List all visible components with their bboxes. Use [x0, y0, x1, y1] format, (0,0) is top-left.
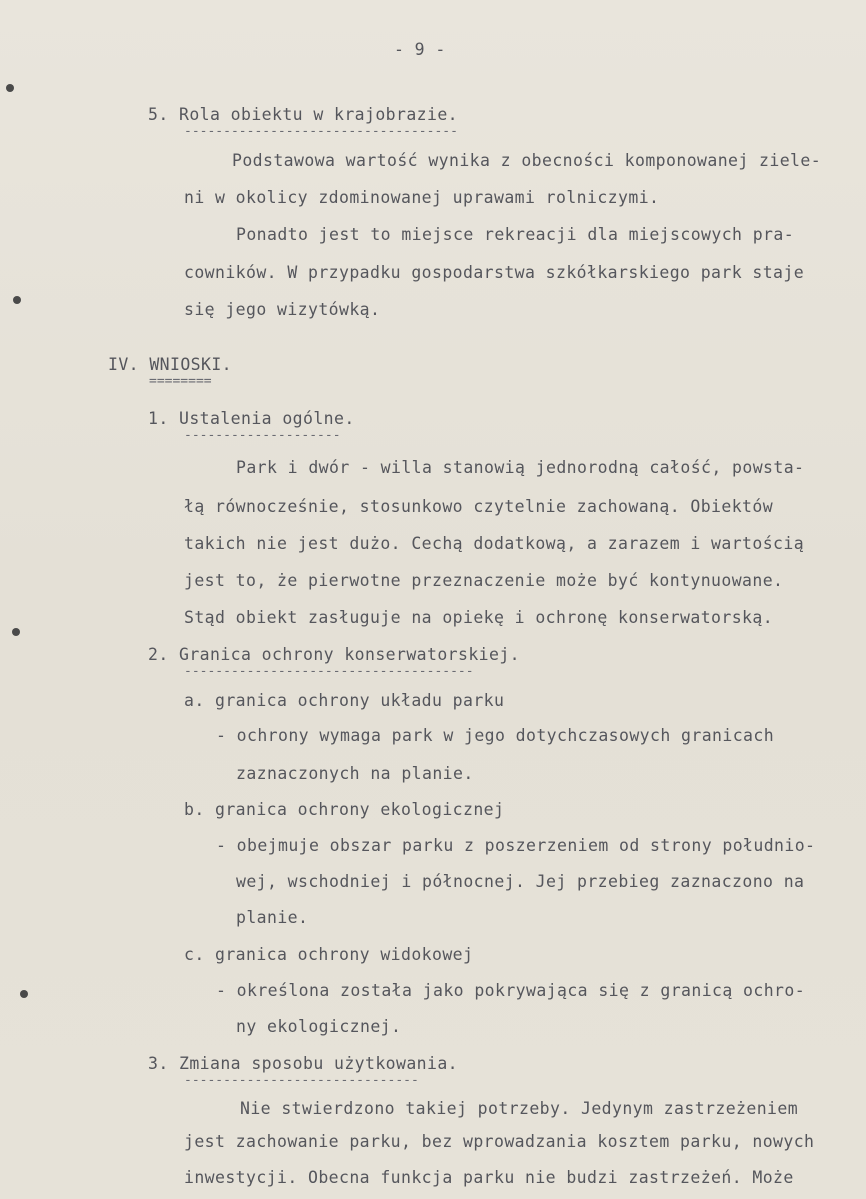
list-item-line: - określona została jako pokrywająca się z granicą ochro- [216, 981, 806, 1000]
paragraph-line: cowników. W przypadku gospodarstwa szkółkarskiego park staje [184, 263, 805, 282]
paragraph-line: ni w okolicy zdominowanej uprawami rolniczymi. [184, 188, 660, 207]
list-item-line: - ochrony wymaga park w jego dotychczasowych granicach [216, 726, 775, 745]
binding-hole-mark [6, 84, 14, 92]
list-item-line: - obejmuje obszar parku z poszerzeniem od strony południo- [216, 836, 816, 855]
section-5-heading: 5. Rola obiektu w krajobrazie. [148, 105, 459, 124]
paragraph-line: Park i dwór - willa stanowią jednorodną całość, powsta- [236, 458, 805, 477]
list-item-line: wej, wschodniej i północnej. Jej przebieg zaznaczono na [236, 872, 805, 891]
section-5-underline: ----------------------------------- [184, 124, 458, 139]
list-item-line: zaznaczonych na planie. [236, 764, 474, 783]
section-2-heading: 2. Granica ochrony konserwatorskiej. [148, 645, 521, 664]
section-3-heading: 3. Zmiana sposobu użytkowania. [148, 1054, 459, 1073]
paragraph-line: inwestycji. Obecna funkcja parku nie budzi zastrzeżeń. Może [184, 1168, 794, 1187]
section-2-underline: ------------------------------------- [184, 664, 474, 679]
paragraph-line: łą równocześnie, stosunkowo czytelnie zachowaną. Obiektów [184, 497, 774, 516]
binding-hole-mark [13, 296, 21, 304]
paragraph-line: jest zachowanie parku, bez wprowadzania kosztem parku, nowych [184, 1132, 815, 1151]
binding-hole-mark [12, 628, 20, 636]
chapter-underline: ======== [149, 374, 212, 389]
paragraph-line: Ponadto jest to miejsce rekreacji dla miejscowych pra- [236, 225, 795, 244]
section-3-underline: ------------------------------ [184, 1073, 419, 1088]
binding-hole-mark [20, 990, 28, 998]
paragraph-line: Nie stwierdzono takiej potrzeby. Jedynym zastrzeżeniem [240, 1099, 799, 1118]
page-number: - 9 - [394, 40, 446, 59]
paragraph-line: jest to, że pierwotne przeznaczenie może być kontynuowane. [184, 571, 784, 590]
list-item-line: ny ekologicznej. [236, 1017, 402, 1036]
list-item-line: planie. [236, 908, 309, 927]
paragraph-line: się jego wizytówką. [184, 300, 381, 319]
list-item-label: b. granica ochrony ekologicznej [184, 800, 505, 819]
section-1-underline: -------------------- [184, 428, 341, 443]
chapter-heading: IV. WNIOSKI. [108, 355, 233, 374]
paragraph-line: takich nie jest dużo. Cechą dodatkową, a zarazem i wartością [184, 534, 805, 553]
section-1-heading: 1. Ustalenia ogólne. [148, 409, 355, 428]
list-item-label: c. granica ochrony widokowej [184, 945, 474, 964]
list-item-label: a. granica ochrony układu parku [184, 691, 505, 710]
paragraph-line: Podstawowa wartość wynika z obecności komponowanej ziele- [232, 151, 822, 170]
paragraph-line: Stąd obiekt zasługuje na opiekę i ochronę konserwatorską. [184, 608, 774, 627]
